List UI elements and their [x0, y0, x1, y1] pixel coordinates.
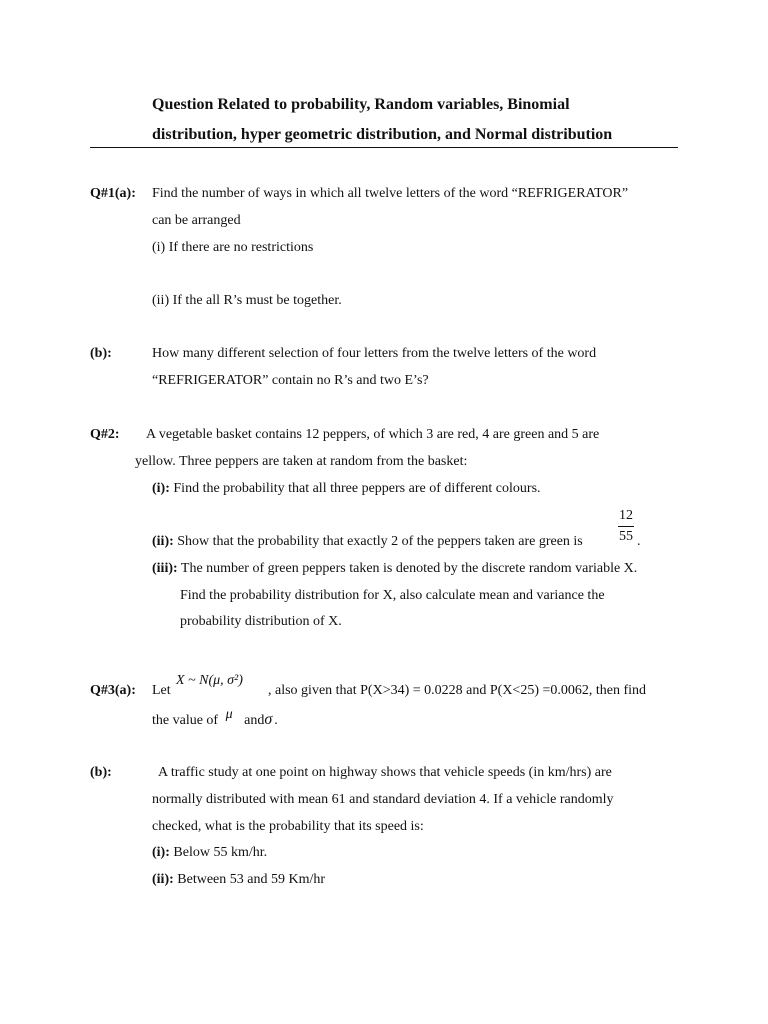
q1-part-i: (i) If there are no restrictions: [152, 240, 314, 255]
q3b-line-1: A traffic study at one point on highway shows that vehicle speeds (in km/hrs) are: [158, 765, 612, 780]
q3-end: .: [274, 713, 278, 728]
q3-text-line-2: [152, 707, 278, 729]
q2-part-iii: [152, 561, 637, 577]
q3-value-of: the value of: [152, 713, 219, 728]
q2-part-i-label: (i):: [152, 481, 170, 496]
q3-and: and: [244, 713, 265, 728]
q1b-label: (b):: [90, 346, 112, 361]
q2-part-iii-line-3: probability distribution of X.: [180, 614, 342, 629]
q1-text-line-2: can be arranged: [152, 213, 241, 228]
fraction-denominator: 55: [619, 529, 633, 544]
q3b-part-i-label: (i):: [152, 845, 170, 860]
q3b-part-ii-text: Between 53 and 59 Km/hr: [177, 872, 326, 887]
title-line-1: Question Related to probability, Random variables, Binomial: [152, 96, 570, 113]
q1b-line-1: How many different selection of four letters from the twelve letters of the word: [152, 346, 597, 361]
q3b-part-ii: [152, 872, 325, 888]
q2-part-ii-label: (ii):: [152, 534, 174, 549]
q3b-line-3: checked, what is the probability that its speed is:: [152, 819, 424, 834]
q2-part-iii-line-1: The number of green peppers taken is denoted by the discrete random variable X.: [180, 561, 638, 576]
title-divider: [90, 147, 678, 148]
q3b-line-2: normally distributed with mean 61 and standard deviation 4. If a vehicle randomly: [152, 792, 614, 807]
q2-part-ii-end: .: [637, 534, 641, 549]
q2-label: Q#2:: [90, 427, 120, 442]
q3b-part-i: [152, 845, 267, 861]
fraction-12-55: [618, 509, 634, 544]
q2-part-iii-line-2: Find the probability distribution for X, also calculate mean and variance the: [180, 588, 605, 603]
q1-text-line-1: Find the number of ways in which all twelve letters of the word “REFRIGERATOR”: [152, 186, 629, 201]
title-line-2: distribution, hyper geometric distribution, and Normal distribution: [152, 126, 613, 143]
q2-part-i: [152, 481, 541, 497]
q2-part-i-text: Find the probability that all three peppers are of different colours.: [173, 481, 541, 496]
q3b-part-i-text: Below 55 km/hr.: [173, 845, 268, 860]
q3-mu: μ: [225, 707, 233, 722]
q3-let: Let: [152, 683, 171, 698]
q2-line-2: yellow. Three peppers are taken at random from the basket:: [135, 454, 468, 469]
q2-part-ii-text: Show that the probability that exactly 2 of the peppers taken are green is: [177, 534, 583, 549]
q2-line-1: A vegetable basket contains 12 peppers, of which 3 are red, 4 are green and 5 are: [146, 427, 600, 442]
q2-part-iii-label: (iii):: [152, 561, 178, 576]
q3-distribution-notation: X ~ N(μ, σ²): [176, 673, 243, 688]
q1-part-ii: (ii) If the all R’s must be together.: [152, 293, 342, 308]
q3b-part-ii-label: (ii):: [152, 872, 174, 887]
fraction-numerator: 12: [619, 508, 633, 523]
q2-part-ii: [152, 534, 583, 550]
q1b-line-2: “REFRIGERATOR” contain no R’s and two E’s?: [152, 373, 429, 388]
q1-label: Q#1(a):: [90, 186, 136, 201]
q3-text-line-1: , also given that P(X>34) = 0.0228 and P(X<25) =0.0062, then find: [268, 683, 647, 698]
q3-label: Q#3(a):: [90, 683, 136, 698]
fraction-bar: [618, 526, 634, 527]
q3b-label: (b):: [90, 765, 112, 780]
q3-sigma: σ: [264, 711, 273, 728]
